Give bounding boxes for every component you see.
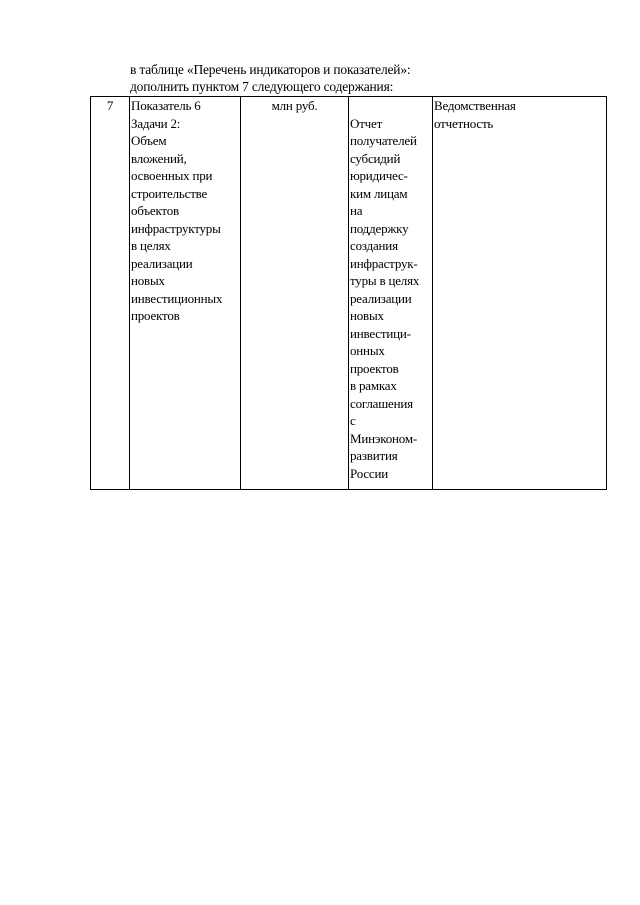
indicator-line: проектов [131, 308, 180, 323]
reporting-line: Ведомственная [434, 98, 516, 113]
source-line: на [350, 203, 363, 218]
indicator-line: новых [131, 273, 165, 288]
item-number: 7 [106, 98, 114, 113]
indicator-line: Показатель 6 [131, 98, 201, 113]
source-line: поддержку [350, 220, 409, 236]
indicator-line: строительстве [131, 185, 208, 201]
source-line: субсидий [350, 150, 401, 166]
source-line: с [350, 413, 356, 428]
source-line: в рамках [350, 378, 397, 393]
source-line: онных [350, 343, 385, 358]
source-line: получателей [350, 133, 417, 148]
source-line: реализации [350, 290, 412, 306]
indicator-line: вложений, [131, 150, 187, 166]
source-line: инвестици- [350, 325, 411, 341]
indicator-line: освоенных при [131, 168, 213, 183]
source-line: Отчет [350, 115, 383, 131]
indicator-name-cell [130, 97, 241, 490]
source-line: развития [350, 448, 398, 463]
source-line: новых [350, 308, 384, 323]
intro-line-2: дополнить пунктом 7 следующего содержания: [130, 79, 394, 94]
source-line: проектов [350, 360, 399, 376]
indicator-line: инвестиционных [131, 290, 223, 306]
reporting-cell [433, 97, 607, 490]
intro-line-1: в таблице «Перечень индикаторов и показателей»: [130, 62, 411, 77]
source-line: Минэконом- [350, 430, 417, 446]
indicator-line: Объем [131, 133, 167, 148]
source-line: создания [350, 238, 398, 253]
indicator-line: в целях [131, 238, 171, 253]
table-row [91, 97, 607, 490]
unit-value: млн руб. [271, 98, 318, 113]
source-line: соглашения [350, 395, 413, 411]
indicator-line: объектов [131, 203, 179, 218]
indicators-table [90, 96, 607, 490]
source-line: юридичес- [350, 168, 408, 183]
source-line: ким лицам [350, 185, 408, 201]
indicator-line: реализации [131, 255, 193, 271]
indicator-line: инфраструктуры [131, 220, 221, 236]
source-line: России [350, 465, 388, 481]
source-cell [349, 97, 433, 490]
source-line: инфраструк- [350, 255, 418, 271]
intro-text [130, 61, 410, 95]
source-line: туры в целях [350, 273, 420, 288]
reporting-line: отчетность [434, 115, 494, 131]
unit-cell [241, 97, 349, 490]
indicator-line: Задачи 2: [131, 115, 181, 131]
item-number-cell [91, 97, 130, 490]
